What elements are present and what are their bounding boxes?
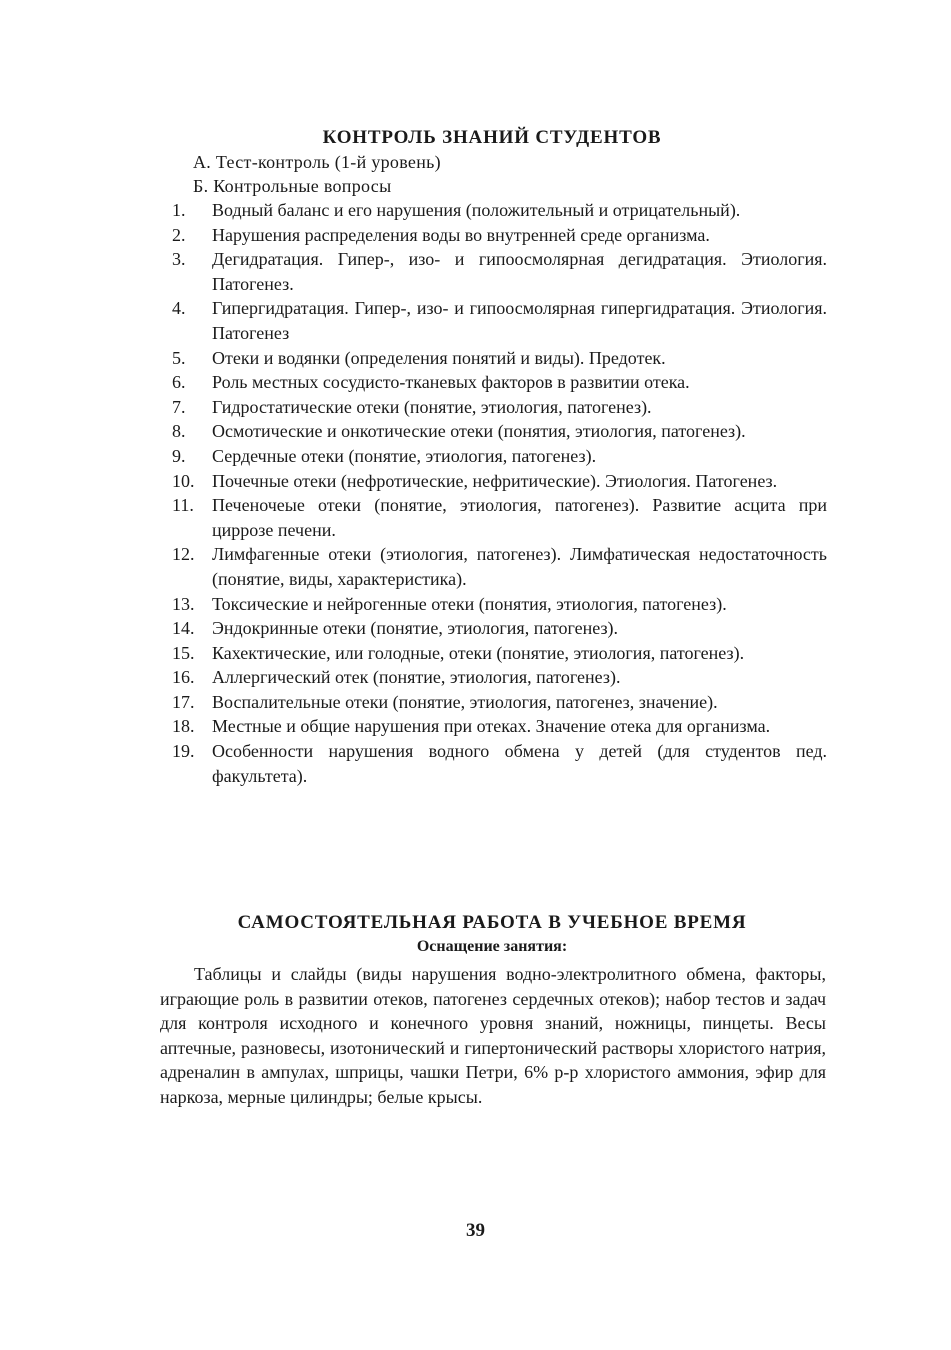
question-text: Воспалительные отеки (понятие, этиология, патогенез, значение). [212,691,718,712]
question-item [172,223,827,248]
section-subtitle-equipment: Оснащение занятия: [416,938,568,955]
question-text: Токсические и нейрогенные отеки (понятия, этиология, патогенез). [212,593,727,614]
control-questions-line: Б. Контрольные вопросы [193,176,392,196]
question-number: 9. [172,445,186,466]
question-item [172,714,827,739]
question-number: 16. [172,667,195,688]
question-text: Лимфагенные отеки (этиология, патогенез). Лимфатическая недостаточность (понятие, виды, характеристика). [212,544,827,589]
question-item [172,493,827,542]
question-item [172,296,827,345]
question-number: 13. [172,593,195,614]
section-title-independent-work: САМОСТОЯТЕЛЬНАЯ РАБОТА В УЧЕБНОЕ ВРЕМЯ [237,912,747,933]
question-number: 10. [172,470,195,491]
question-item [172,542,827,591]
question-text: Водный баланс и его нарушения (положительный и отрицательный). [212,200,741,220]
question-number: 7. [172,396,186,417]
question-item [172,444,827,469]
question-text: Отеки и водянки (определения понятий и виды). Предотек. [212,347,666,368]
question-text: Гипергидратация. Гипер-, изо- и гипоосмолярная гипергидратация. Этиология. Патогенез [212,298,827,343]
question-number: 8. [172,421,186,442]
page-number: 39 [466,1220,485,1241]
question-item [172,419,827,444]
question-text: Нарушения распределения воды во внутренней среде организма. [212,224,710,245]
question-number: 3. [172,249,186,270]
question-number: 15. [172,642,195,663]
question-text: Кахектические, или голодные, отеки (понятие, этиология, патогенез). [212,642,745,663]
section-title-knowledge-control: КОНТРОЛЬ ЗНАНИЙ СТУДЕНТОВ [322,127,662,148]
question-item [172,690,827,715]
test-control-line: А. Тест-контроль (1-й уровень) [193,152,441,172]
question-item [172,665,827,690]
question-number: 6. [172,372,186,393]
question-item [172,370,827,395]
question-number: 12. [172,544,195,565]
question-item [172,641,827,666]
question-number: 2. [172,224,186,245]
question-item [172,395,827,420]
equipment-paragraph: Таблицы и слайды (виды нарушения водно-электролитного обмена, факторы, играющие роль в развитии отеков, патогенез сердечных отеков); набор тестов и задач для контроля исходного и конечного уровня знаний, ножницы, пинцеты. Весы аптечные, разновесы, изотонический и гипертонический растворы хлористого натрия, адреналин в ампулах, шприцы, чашки Петри, 6% р-р хлористого аммония, эфир для наркоза, мерные цилиндры; белые крысы. [160,964,826,1107]
question-text: Печеночеые отеки (понятие, этиология, патогенез). Развитие асцита при циррозе печени. [212,495,827,540]
question-item [172,739,827,788]
question-item [172,469,827,494]
question-item [172,247,827,296]
question-number: 1. [172,200,186,220]
question-number: 19. [172,741,195,762]
question-text: Роль местных сосудисто-тканевых факторов в развитии отека. [212,372,690,393]
question-text: Аллергический отек (понятие, этиология, патогенез). [212,667,621,688]
question-item [172,346,827,371]
question-number: 11. [172,495,194,516]
question-item [172,616,827,641]
question-item [172,198,827,223]
question-item [172,592,827,617]
question-number: 18. [172,716,195,737]
question-text: Гидростатические отеки (понятие, этиология, патогенез). [212,396,652,417]
question-text: Почечные отеки (нефротические, нефритические). Этиология. Патогенез. [212,470,778,491]
question-text: Осмотические и онкотические отеки (понятия, этиология, патогенез). [212,421,746,442]
control-questions-list [172,198,827,788]
question-number: 17. [172,691,195,712]
question-text: Особенности нарушения водного обмена у детей (для студентов пед. факультета). [212,741,827,786]
question-text: Дегидратация. Гипер-, изо- и гипоосмолярная дегидратация. Этиология. Патогенез. [212,249,827,294]
question-text: Местные и общие нарушения при отеках. Значение отека для организма. [212,716,771,737]
question-text: Эндокринные отеки (понятие, этиология, патогенез). [212,618,619,639]
question-number: 4. [172,298,186,319]
question-number: 5. [172,347,186,368]
question-text: Сердечные отеки (понятие, этиология, патогенез). [212,445,597,466]
question-number: 14. [172,618,195,639]
